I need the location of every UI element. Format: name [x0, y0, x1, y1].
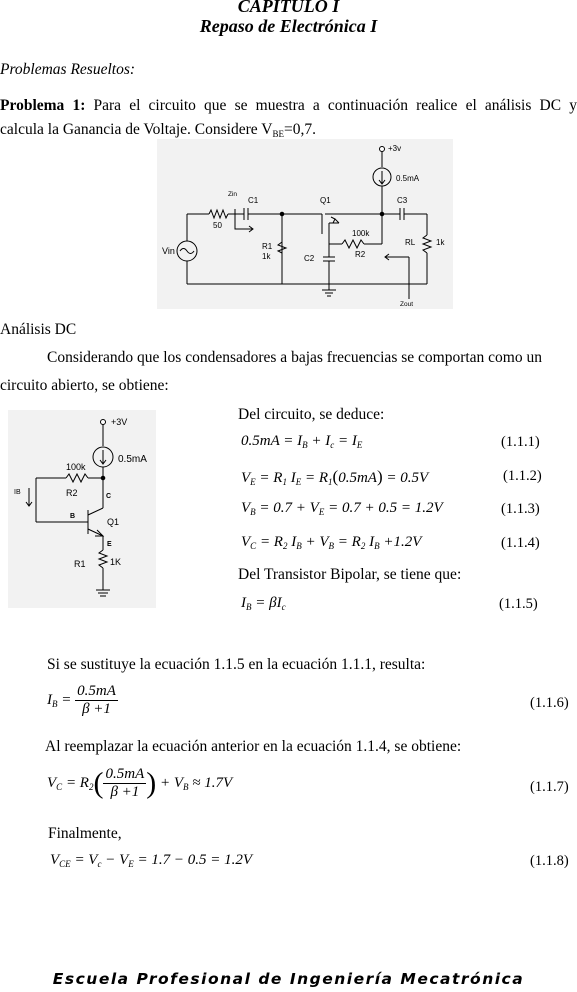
equation-number-6: (1.1.6) [530, 695, 569, 711]
dc-para-2: circuito abierto, se obtiene: [0, 377, 169, 394]
equation-1-1-7: $V_C = R_2$( $\frac{0.5mA}{\beta +1}$ ) + $V_B \approx 1.7V$ [47, 766, 233, 800]
section-title: Problemas Resueltos: [0, 61, 136, 78]
circuit1-q1-label: Q1 [320, 196, 331, 205]
circuit1-source-label: 0.5mA [396, 174, 420, 183]
circuit1-r2-label: R2 [355, 250, 366, 259]
equation-number-2: (1.1.2) [503, 468, 542, 484]
equation-number-5: (1.1.5) [499, 596, 538, 612]
chapter-title: CAPITULO I [237, 0, 340, 16]
problem-line-1 [0, 94, 577, 118]
circuit2-b-label: B [70, 513, 76, 520]
circuit1-c3-label: C3 [397, 196, 408, 205]
circuit1-zout-label: Zout [400, 301, 414, 308]
circuit2-source-label: 0.5mA [118, 454, 147, 465]
circuit1-zin-label: Zin [228, 191, 238, 198]
circuit1-vin-label: Vin [162, 246, 175, 256]
circuit1-rl-value: 1k [436, 238, 445, 247]
footer-school: Escuela Profesional de Ingeniería Mecatrónica [52, 970, 525, 988]
problem-text-line2: calcula la Ganancia de Voltaje. Considere V [0, 121, 273, 138]
circuit1-supply-label: +3v [388, 144, 402, 153]
problem-vbe-sub: BE [272, 129, 284, 139]
circuit2-c-label: C [106, 493, 112, 500]
circuit2-r1-value: 1K [110, 557, 122, 567]
equation-1-1-8: $V_{CE} = V_c - V_E = 1.7 - 0.5 = 1.2V$ [50, 852, 253, 869]
circuit1-c2-label: C2 [304, 254, 315, 263]
circuit2-supply-label: +3V [111, 417, 128, 427]
circuit-diagram-2 [8, 410, 156, 608]
equation-number-4: (1.1.4) [501, 535, 540, 551]
circuit1-r1-label: R1 [262, 242, 273, 251]
problem-text-line1: Para el circuito que se muestra a continuación realice el análisis DC y [85, 97, 577, 114]
equation-1-1-2: $V_E = R_1$ $I_E = R_1(0.5mA) = 0.5V$ [241, 467, 429, 487]
circuit2-e-label: E [107, 541, 112, 548]
circuit1-r100k-label: 100k [352, 229, 370, 238]
circuit1-c1-label: C1 [248, 196, 259, 205]
circuit2-r100k-label: 100k [66, 462, 86, 472]
dc-title: Análisis DC [0, 321, 77, 338]
dc-deduce: Del circuito, se deduce: [238, 406, 385, 423]
equation-1-1-1: $0.5mA = I_B + I_c = I_E$ [241, 433, 363, 450]
equation-1-1-5: $I_B = \beta I_c$ [241, 595, 286, 612]
text-sustituye: Si se sustituye la ecuación 1.1.5 en la ecuación 1.1.1, resulta: [47, 656, 426, 673]
equation-1-1-4: $V_C = R_2$ $I_B + V_B = R_2$ $I_B +1.2V$ [241, 534, 422, 551]
circuit-diagram-1 [157, 139, 453, 309]
equation-number-8: (1.1.8) [530, 853, 569, 869]
problem-label: Problema 1: [0, 97, 86, 114]
circuit2-q1-label: Q1 [107, 517, 120, 527]
dc-bipolar: Del Transistor Bipolar, se tiene que: [238, 566, 462, 583]
dc-para-1: Considerando que los condensadores a bajas frecuencias se comportan como un [47, 349, 542, 366]
problem-text-b: =0,7. [283, 121, 316, 138]
circuit2-wires [26, 420, 113, 597]
text-finalmente: Finalmente, [48, 825, 122, 842]
circuit1-rl-label: RL [405, 238, 416, 247]
circuit1-r50-label: 50 [213, 221, 222, 230]
text-reemplazar: Al reemplazar la ecuación anterior en la ecuación 1.1.4, se obtiene: [45, 738, 462, 755]
circuit2-r2-label: R2 [66, 488, 78, 498]
chapter-subtitle: Repaso de Electrónica I [199, 16, 378, 36]
circuit2-r1-label: R1 [74, 559, 86, 569]
equation-number-1: (1.1.1) [501, 434, 540, 450]
equation-number-3: (1.1.3) [501, 501, 540, 517]
equation-1-1-3: $V_B = 0.7 + V_E = 0.7 + 0.5 = 1.2V$ [241, 500, 443, 517]
circuit1-r1-value: 1k [262, 252, 271, 261]
circuit2-ib-label: IB [14, 489, 21, 496]
equation-1-1-6: $I_B$ = $\frac{0.5mA}{\beta +1}$ [47, 683, 116, 717]
equation-number-7: (1.1.7) [530, 779, 569, 795]
